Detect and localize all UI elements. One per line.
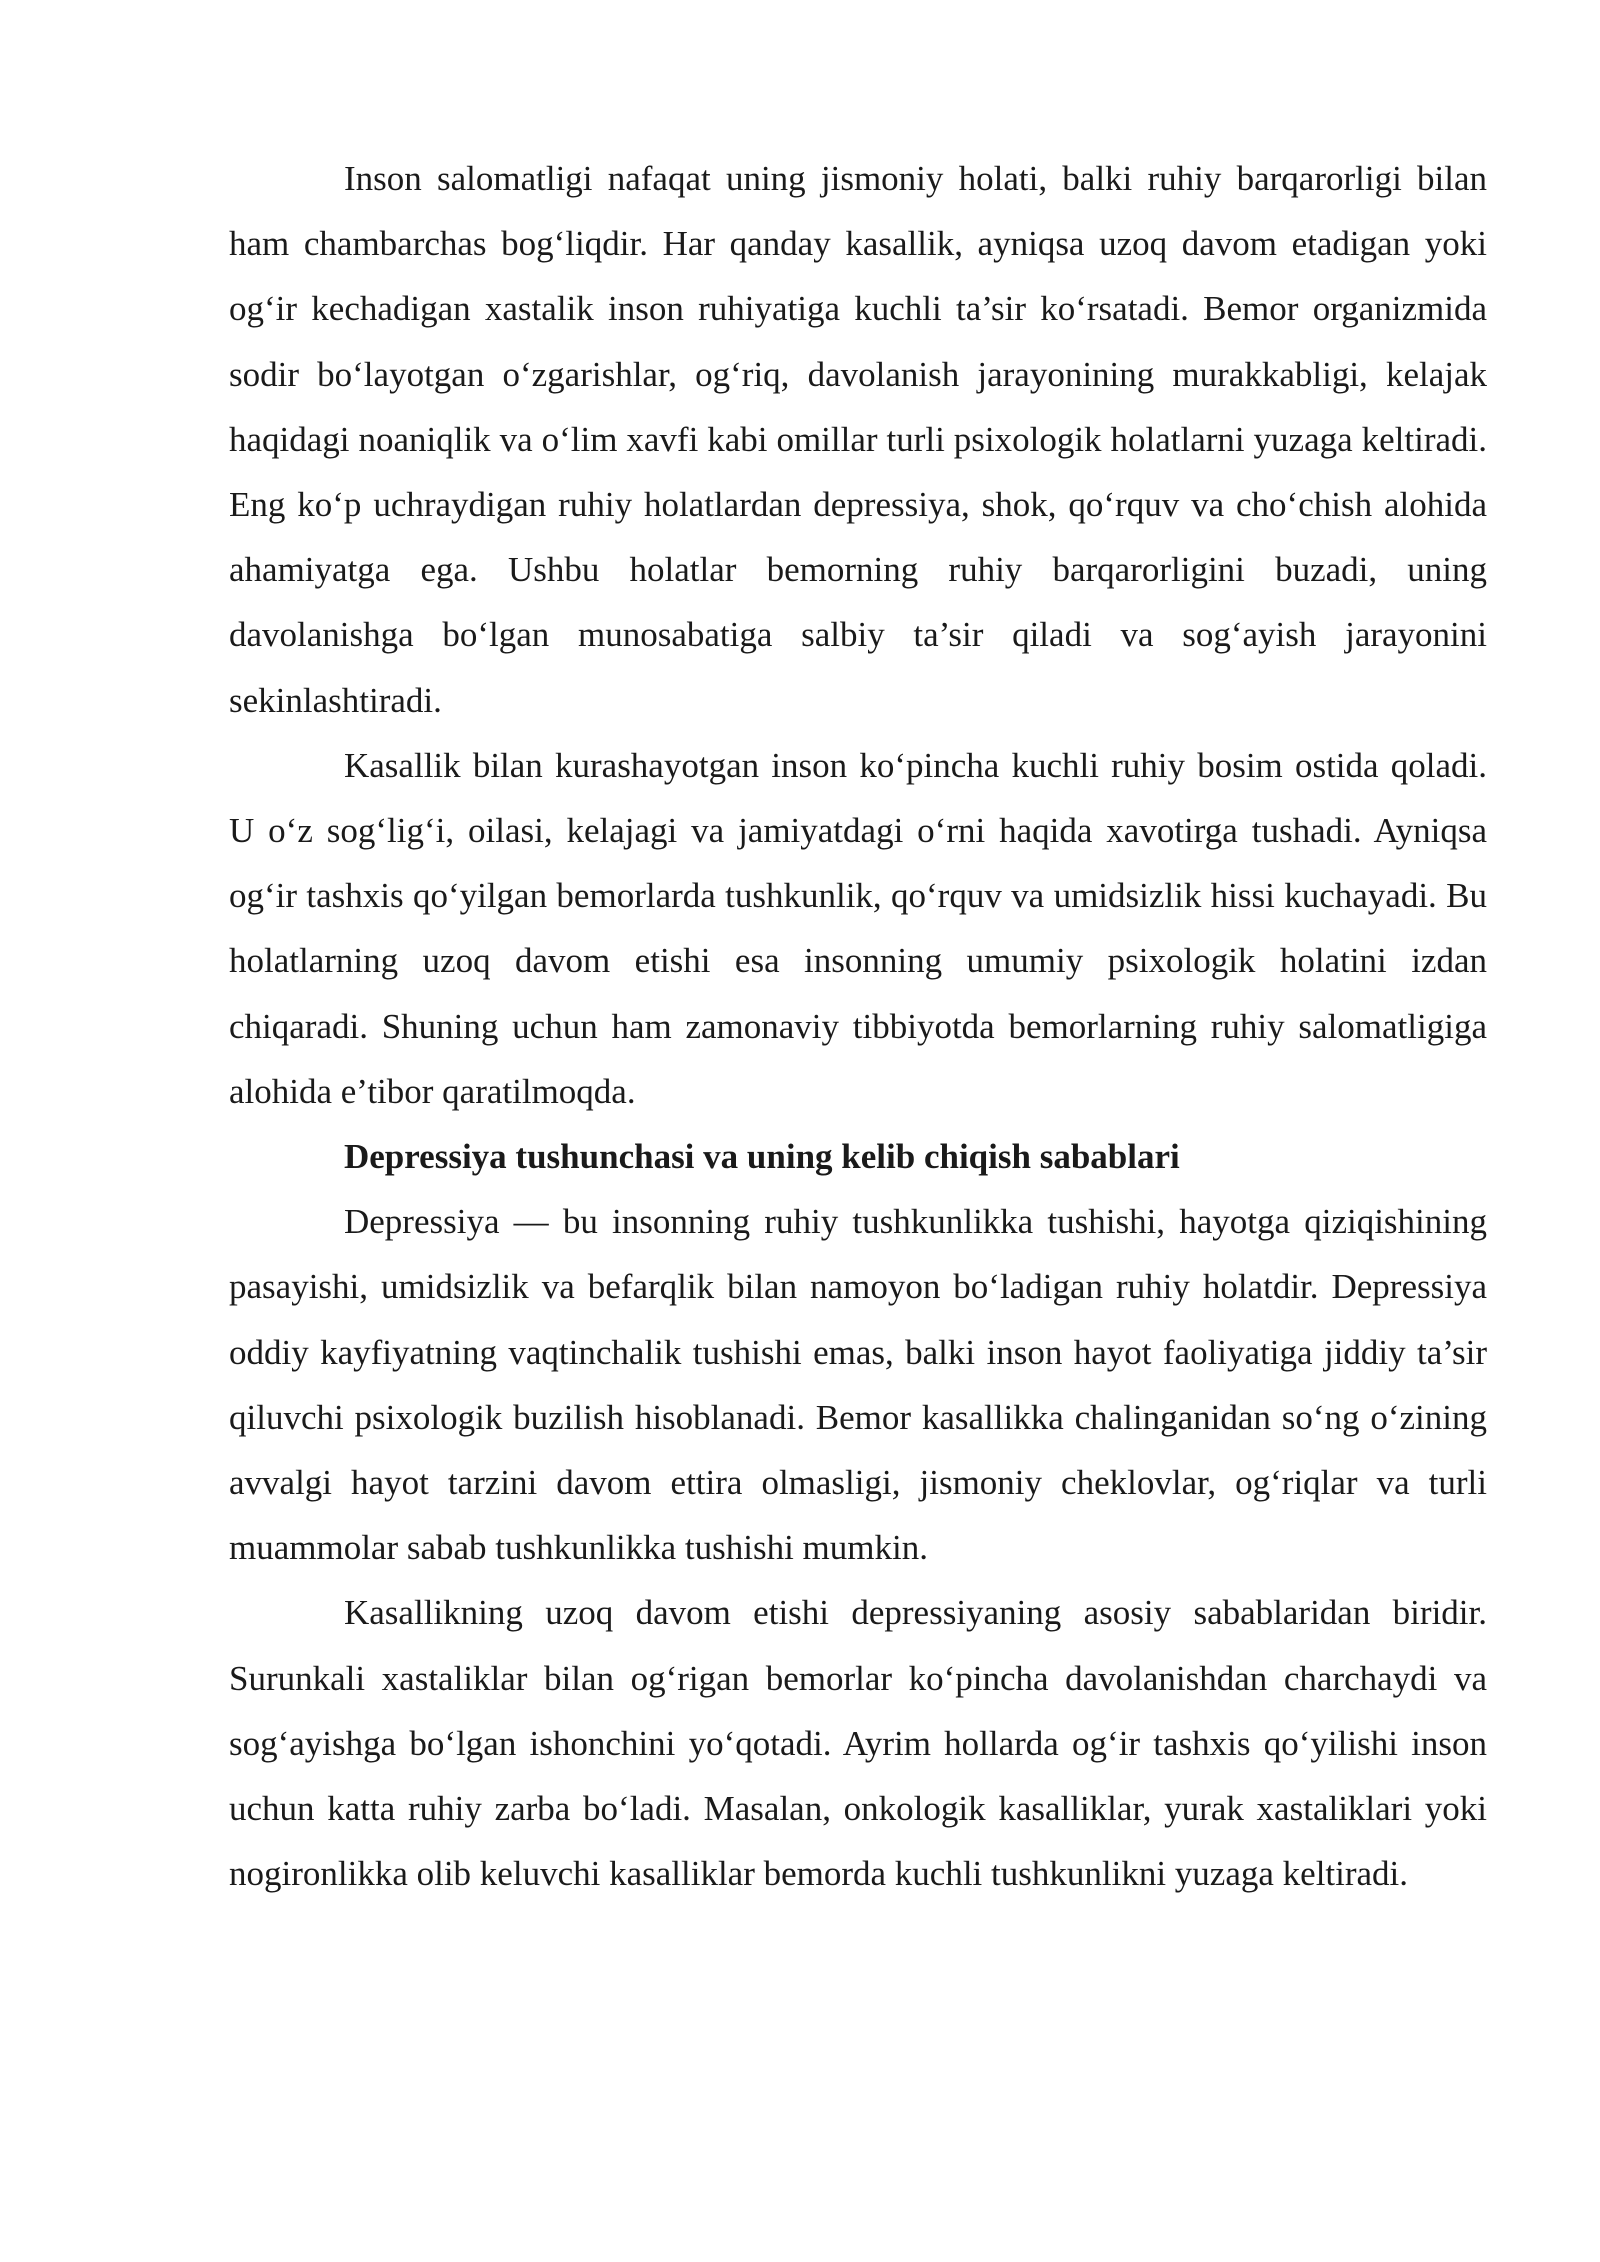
paragraph-section-1: Depressiya — bu insonning ruhiy tushkunlikka tushishi, hayotga qiziqishining pasayishi, umidsizlik va befarqlik bilan namoyon bo‘ladigan ruhiy holatdir. Depressiya oddiy kayfiyatning vaqtinchalik tushishi emas, balki inson hayot faoliyatiga jiddiy ta’sir qiluvchi psixologik buzilish hisoblanadi. Bemor kasallikka chalinganidan so‘ng o‘zining avvalgi hayot tarzini davom ettira olmasligi, jismoniy cheklovlar, og‘riqlar va turli muammolar sabab tushkunlikka tushishi mumkin. — [229, 1202, 1487, 1568]
paragraph-intro-2: Kasallik bilan kurashayotgan inson ko‘pincha kuchli ruhiy bosim ostida qoladi. U o‘z sog‘lig‘i, oilasi, kelajagi va jamiyatdagi o‘rni haqida xavotirga tushadi. Ayniqsa og‘ir tashxis qo‘yilgan bemorlarda tushkunlik, qo‘rquv va umidsizlik hissi kuchayadi. Bu holatlarning uzoq davom etishi esa insonning umumiy psixologik holatini izdan chiqaradi. Shuning uchun ham zamonaviy tibbiyotda bemorlarning ruhiy salomatligiga alohida e’tibor qaratilmoqda. — [229, 745, 1487, 1111]
document-body — [229, 146, 1487, 1906]
section-heading: Depressiya tushunchasi va uning kelib chiqish sabablari — [344, 1137, 1180, 1177]
paragraph-intro-1: Inson salomatligi nafaqat uning jismoniy holati, balki ruhiy barqarorligi bilan ham chambarchas bog‘liqdir. Har qanday kasallik, ayniqsa uzoq davom etadigan yoki og‘ir kechadigan xastalik inson ruhiyatiga kuchli ta’sir ko‘rsatadi. Bemor organizmida sodir bo‘layotgan o‘zgarishlar, og‘riq, davolanish jarayonining murakkabligi, kelajak haqidagi noaniqlik va o‘lim xavfi kabi omillar turli psixologik holatlarni yuzaga keltiradi. Eng ko‘p uchraydigan ruhiy holatlardan depressiya, shok, qo‘rquv va cho‘chish alohida ahamiyatga ega. Ushbu holatlar bemorning ruhiy barqarorligini buzadi, uning davolanishga bo‘lgan munosabatiga salbiy ta’sir qiladi va sog‘ayish jarayonini sekinlashtiradi. — [229, 159, 1487, 720]
paragraph-section-2: Kasallikning uzoq davom etishi depressiyaning asosiy sabablaridan biridir. Surunkali xastaliklar bilan og‘rigan bemorlar ko‘pincha davolanishdan charchaydi va sog‘ayishga bo‘lgan ishonchini yo‘qotadi. Ayrim hollarda og‘ir tashxis qo‘yilishi inson uchun katta ruhiy zarba bo‘ladi. Masalan, onkologik kasalliklar, yurak xastaliklari yoki nogironlikka olib keluvchi kasalliklar bemorda kuchli tushkunlikni yuzaga keltiradi. — [229, 1593, 1487, 1894]
